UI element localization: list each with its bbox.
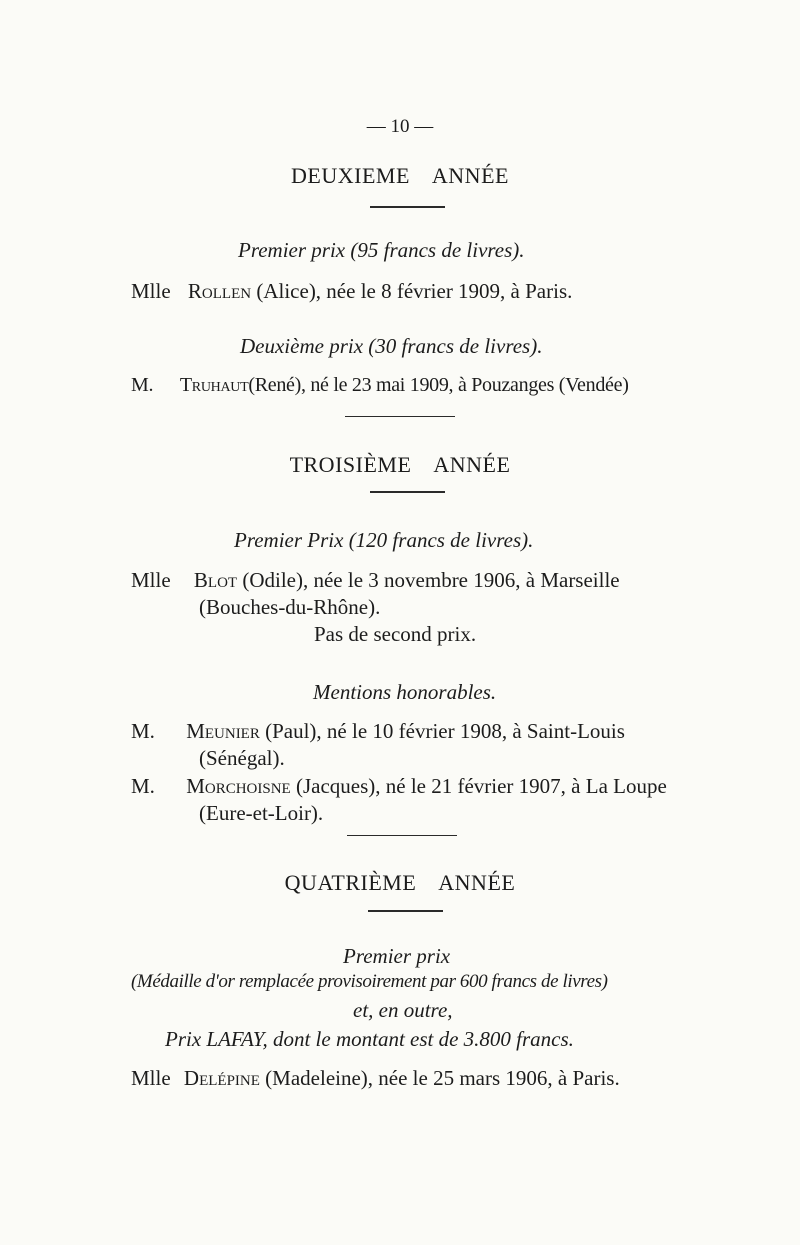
- no-second-prize-note: Pas de second prix.: [314, 622, 477, 646]
- section-rule: [370, 206, 445, 208]
- heading-word: ANNÉE: [431, 163, 509, 188]
- laureate-details: (Alice), née le 8 février 1909, à Paris.: [256, 279, 573, 303]
- laureate-surname: Blot: [193, 568, 238, 592]
- heading-word: TROISIÈME: [289, 452, 412, 477]
- entry-title: M.: [131, 774, 155, 798]
- section-rule: [370, 491, 445, 493]
- heading-word: DEUXIEME: [291, 163, 410, 188]
- section-heading-deuxieme: [0, 163, 800, 189]
- entry-title: Mlle: [131, 568, 171, 592]
- section-separator: [345, 416, 455, 417]
- laureate-entry: [131, 774, 667, 799]
- entry-title: Mlle: [131, 279, 171, 303]
- prize-detail: Prix LAFAY, dont le montant est de 3.800 francs.: [165, 1027, 574, 1051]
- laureate-details: (René), né le 23 mai 1909, à Pouzanges (Vendée): [248, 374, 629, 396]
- heading-word: QUATRIÈME: [284, 870, 417, 895]
- laureate-details: (Madeleine), née le 25 mars 1906, à Paris.: [265, 1066, 620, 1090]
- laureate-entry: [131, 279, 572, 304]
- laureate-entry: [131, 1066, 620, 1091]
- laureate-surname: Morchoisne: [186, 774, 291, 798]
- section-rule: [368, 910, 443, 912]
- laureate-entry-continuation: (Eure-et-Loir).: [199, 801, 324, 825]
- laureate-entry-continuation: (Bouches-du-Rhône).: [199, 595, 381, 619]
- laureate-surname: Truhaut: [179, 374, 249, 396]
- prize-detail: (Médaille d'or remplacée provisoirement par 600 francs de livres): [131, 971, 608, 992]
- page-number: — 10 —: [366, 116, 434, 137]
- laureate-details: (Jacques), né le 21 février 1907, à La Loupe: [295, 774, 667, 798]
- laureate-entry: [131, 719, 625, 744]
- prize-detail: et, en outre,: [353, 998, 453, 1022]
- entry-title: M.: [131, 374, 154, 396]
- laureate-surname: Rollen: [187, 279, 252, 303]
- prize-title: Premier prix: [343, 944, 451, 968]
- section-heading-quatrieme: [0, 870, 800, 896]
- heading-word: ANNÉE: [433, 452, 511, 477]
- prize-title: Deuxième prix (30 francs de livres).: [240, 334, 543, 358]
- laureate-entry: [131, 374, 629, 397]
- prize-title: Premier prix (95 francs de livres).: [238, 238, 525, 262]
- entry-title: M.: [131, 719, 155, 743]
- prize-title: Premier Prix (120 francs de livres).: [234, 528, 534, 552]
- section-separator: [347, 835, 457, 836]
- heading-word: ANNÉE: [438, 870, 516, 895]
- laureate-entry: [131, 568, 620, 593]
- mentions-heading: Mentions honorables.: [313, 680, 497, 704]
- laureate-entry-continuation: (Sénégal).: [199, 746, 285, 770]
- laureate-details: (Odile), née le 3 novembre 1906, à Marseille: [242, 568, 620, 592]
- laureate-surname: Meunier: [186, 719, 260, 743]
- laureate-surname: Delépine: [183, 1066, 260, 1090]
- laureate-details: (Paul), né le 10 février 1908, à Saint-Louis: [265, 719, 625, 743]
- entry-title: Mlle: [131, 1066, 171, 1090]
- section-heading-troisieme: [0, 452, 800, 478]
